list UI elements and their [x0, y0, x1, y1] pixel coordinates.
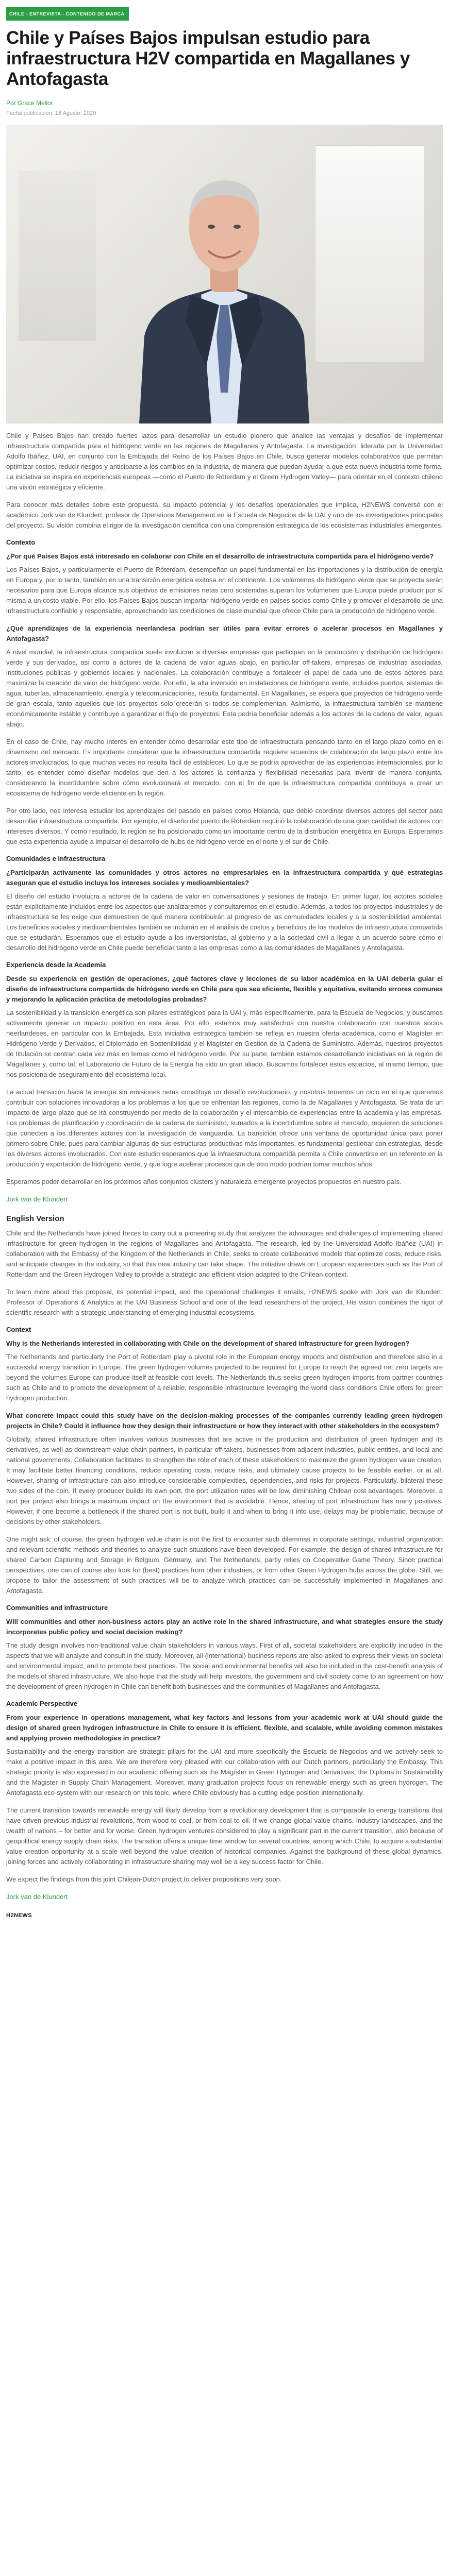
category-tag[interactable]: CHILE - ENTREVISTA - CONTENIDO DE MARCA: [6, 7, 129, 21]
article-photo: [6, 125, 443, 423]
interview-answer: One might ask: of course, the green hydrogen value chain is not the first to encounter such dilemmas in corporate settings, industrial organization and relevant scientific methods and theories to analyze such situations have been developed. For example, the design of shared infrastructure for shared Carbon Capturing and Storage in Belgium, Germany, and The Netherlands, partly relies on Cooperative Game Theory. Since practical perspectives, one can of course also look for (best) practices from other industries, or from other Green Hydrogen hubs across the globe. Still, we propose to tailor the assessment of such practices will be to analyze which practices can be successfully implemented in Magallanes and Antofagasta.: [6, 1535, 443, 1595]
interview-answer: The current transition towards renewable energy will likely develop from a revolutionary development that is comparable to energy transitions that have driven previous industrial revolutions, from wood to coal, or from coal to oil. If we change global value chains, industry landscapes, and the wealth of nations – for better and for worse. Green hydrogen ventures considered to play a significant part in the current transition, also because of geopolitical energy supply chain risks. The transition offers a unique time window for several countries, among which Chile, to acquire a substantial value creation opportunity at a scale well beyond the value creation of historical companies. Against the background of these global dynamics, joining forces and actively collaborating in infrastructure sharing may well be a key success factor for Chile.: [6, 1806, 443, 1866]
paragraph: Para conocer más detalles sobre este propuesta, su impacto potencial y los desafíos operacionales que implica, H2NEWS conversó con el académico Jork van de Klundert, profesor de Operations Management en la Escuela de Negocios de la UAI y uno de los investigadores principales del proyecto. Su visión combina el rigor de la investigación científica con una comprensión estratégica de los ecosistemas industriales emergentes.: [6, 501, 443, 529]
interview-question: Desde su experiencia en gestión de operaciones, ¿qué factores clave y lecciones de su labor académica en la UAI debería guiar el diseño de infraestructura compartida de hidrógeno verde en Chile para que sea eficiente, flexible y equitativa, evitando errores comunes y mejorando la aplicación práctica de metodologías probadas?: [6, 975, 443, 1003]
interview-question: ¿Participarán activamente las comunidades y otros actores no empresariales en la infraestructura compartida y qué estrategias aseguran que el estudio incluya los intereses sociales y medioambientales?: [6, 869, 443, 887]
interview-answer: A nivel mundial, la infraestructura compartida suele involucrar a diversas empresas que participan en la producción y distribución de hidrógeno verde y sus derivados, así como a actores de la cadena de valor aguas abajo, en particular off-takers, empresas de industrias asociadas, instituciones públicas y gobiernos locales y nacionales. La colaboración contribuye a fortalecer el papel de cada uno de estos actores para maximizar la creación de valor del hidrógeno verde. Por ello, la alta inversión en instalaciones de hidrógeno verde, incluidos puertos, sistemas de agua, tuberías, almacenamiento, energía y telecomunicaciones, resulta fundamental. En Magallanes, se espera que proyectos de hidrógeno verde de gran escala, tanto aquellos que los proyectos solo crecerán si todos se complementan. Asimismo, la infraestructura también se mantiene económicamente estable y contribuye a garantizar el flujo de proyectos. Esta podría beneficiar además a los actores de la cadena de valor, aguas abajo.: [6, 648, 443, 728]
paragraph: To learn more about this proposal, its potential impact, and the operational challenges it entails, H2NEWS spoke with Jork van de Klundert, Professor of Operations & Analytics at the UAI Business School and one of the lead researchers of the project. His vision combines the rigor of scientific research with a strategic understanding of emerging industrial ecosystems.: [6, 1288, 443, 1316]
paragraph: Chile and the Netherlands have joined forces to carry out a pioneering study that analyzes the advantages and challenges of implementing shared infrastructure for green hydrogen in the regions of Magallanes and Antofagasta. The research, led by the Universidad Adolfo Ibáñez (UAI) in collaboration with the Embassy of the Kingdom of the Netherlands in Chile, seeks to create collaborative models that optimize costs, reduce risks, and anticipate changes in the industry, so that this new industry can take shape. The initiative draws on European experiences such as the Port of Rotterdam and the Green Hydrogen Valley to provide a strategic and efficient vision adapted to the Chilean context.: [6, 1229, 443, 1278]
site-brand[interactable]: H2NEWS: [6, 1912, 32, 1919]
publish-date: Fecha publicación: 18 Agosto, 2020: [6, 110, 96, 116]
left-eye: [208, 225, 215, 229]
paragraph: Chile y Países Bajos han creado fuertes lazos para desarrollar un estudio pionero que analice las ventajas y desafíos de implementar infraestructura compartida para el hidrógeno verde en las regiones de Magallanes y Antofagasta. La investigación, liderada por la Universidad Adolfo Ibáñez, UAI, en conjunto con la Embajada del Reino de los Países Bajos en Chile, busca generar modelos colaborativos que permitan optimizar costos, reducir riesgos y anticiparse a los cambios en la industria, de manera que puedan ayudar a que esta nueva industria tome forma. La iniciativa se inspira en experiencias europeas —como el Puerto de Róterdam y el Green Hydrogen Valley— para orientar en el contexto chileno una visión estratégica y eficiente.: [6, 432, 443, 491]
interview-answer: La actual transición hacia la energía sin emisiones netas constituye un desafío revolucionario, y nosotros tenemos un ciclo en el que queremos contribuir con soluciones innovadoras a los problemas a los que se enfrentan las regiones, como la de Magallanes y Antofagasta. Se trata de un impacto de largo plazo que se irá construyendo por medio de la colaboración y el intercambio de experiencias entre la academia y las empresas. Los problemas de planificación y coordinación de la cadena de suministro, sumados a la incertidumbre sobre el mercado, requieren de soluciones que conecten a los diferentes actores con la investigación de vanguardia. La transición ofrece una ventana de oportunidad única para poner primero sobre Chile, pues para cambiar algunas de sus estructuras productivas más importantes, es fundamental gestionar con estrategias, desde los diversos actores involucrados. Con este estudio esperamos que la infraestructura compartida permita a Chile convertirse en un referente en la producción y exportación de hidrógeno verde, y que logre acelerar procesos que de otro modo podrían tomar muchos años.: [6, 1088, 443, 1168]
english-version-heading: English Version: [6, 1214, 64, 1223]
interview-answer: Los Países Bajos, y particularmente el Puerto de Róterdam, desempeñan un papel fundamental en las importaciones y la distribución de energía en Europa y, por lo tanto, también en una transición energética exitosa en el continente. Los volúmenes de hidrógeno verde que se proyecta serán necesarios para que Europa alcance sus objetivos de emisiones netas cero sostenidas superan los volúmenes que Europa puede producir por sí misma a un costo viable. Por ello, los Países Bajos buscan importar hidrógeno verde en países socios como Chile y promover el desarrollo de una infraestructura confiable y responsable, aprovechando las condiciones de clase mundial que ofrece Chile para la producción de hidrógeno verde.: [6, 566, 443, 615]
article-body: [6, 431, 443, 1902]
interview-question: ¿Por qué Países Bajos está interesado en colaborar con Chile en el desarrollo de infraestructura compartida para el hidrógeno verde?: [6, 552, 434, 560]
interview-answer: The Netherlands and particularly the Port of Rotterdam play a pivotal role in the European energy imports and distribution and therefore also in a successful energy transition in Europe. The green hydrogen volumes projected to be required for Europe to reach the agreed net zero targets are beyond the volumes Europe can produce itself at feasible cost levels. The Netherlands thus seeks green hydrogen imports from partner countries such as Chile and to promote the development of a reliable, responsible infrastructure leveraging the world class conditions Chile offers for green hydrogen production.: [6, 1353, 443, 1402]
interview-answer: La sostenibilidad y la transición energética son pilares estratégicos para la UAI y, más específicamente, para la Escuela de Negocios, y buscamos activamente generar un impacto positivo en esta área. Por ello, estamos muy satisfechos con nuestra colaboración con nuestros socios neerlandeses, en particular con la Embajada. Esta iniciativa estratégica también se refleja en nuestra oferta académica, como el Magíster en Hidrógeno Verde y Derivados, el Diplomado en Sostenibilidad y el Magíster en Gestión de la Cadena de Suministro. Además, nuestros proyectos de titulación se centran cada vez más en temas como el hidrógeno verde. Por su parte, también estamos desarrollando iniciativas en la región de Magallanes y, como tal, el Laboratorio de Futuro de la Energía ha sido un gran aliado. Buscamos fortalecer estos espacios, al mismo tiempo, que nos posiciona de aseguramiento del ecosistema local.: [6, 1009, 443, 1078]
section-heading: Comunidades e infraestructura: [6, 855, 106, 862]
portrait-figure: [129, 150, 320, 423]
interview-question: From your experience in operations management, what key factors and lessons from your academic work at UAI should guide the design of shared green hydrogen infrastructure in Chile to ensure it is efficient, flexible, and scalable, while avoiding common mistakes and applying proven methodologies in practice?: [6, 1714, 443, 1742]
interview-answer: En el caso de Chile, hay mucho interés en entender cómo desarrollar este tipo de infraestructura pensando tanto en el largo plazo como en el dinamismo del mercado. Es importante considerar que la infraestructura compartida requiere acuerdos de colaboración de largo plazo entre los actores involucrados, lo que muchas veces no resulta fácil de establecer. Lo que se podría aprovechar de las experiencias internacionales, por lo tanto, es entender cómo diseñar modelos que den a los actores la confianza y flexibilidad necesarias para invertir de manera conjunta, considerando la incertidumbre sobre cómo evolucionará el mercado, con el fin de que la infraestructura compartida contribuya a crear un ecosistema de hidrógeno verde eficiente en la región.: [6, 738, 443, 797]
interview-answer: El diseño del estudio involucra a actores de la cadena de valor en conversaciones y sesiones de trabajo. En primer lugar, los actores sociales están explícitamente incluidos entre los aspectos que analizaremos y consultaremos en el estudio. Además, a todos los proyectos industriales y de infraestructura se les exige que demuestren de qué manera contribuirán al progreso de las comunidades locales y a la sostenibilidad ambiental. Los beneficios sociales y medioambientales también se incluirán en el análisis de costos y beneficios de los modelos de infraestructura compartida que se estudiarán. Esperamos que el estudio ayude a los inversionistas, al gobierno y a la sociedad civil a llegar a un acuerdo sobre cómo el desarrollo del hidrógeno verde en Chile puede beneficiar tanto a las empresas como a las comunidades de Magallanes y Antofagasta.: [6, 892, 443, 952]
section-heading: Contexto: [6, 538, 36, 546]
article-title: Chile y Países Bajos impulsan estudio para infraestructura H2V compartida en Magallanes y Antofagasta: [6, 28, 410, 89]
interview-answer: Sustainability and the energy transition are strategic pillars for the UAI and more specifically the Escuela de Negocios and we actively seek to make a positive impact in this area. We are therefore very pleased with our collaboration with our Dutch partners, particularly the Embassy. This strategic priority is also expressed in our academic offering such as the Magíster in Green Hydrogen and Derivatives, the Diploma in Sustainability and the Magister in Supply Chain Management. Moreover, many graduation projects focus on renewable energy such as green hydrogen. The Antofagasta eco-system with our research on this topic, where Chile obviously has a cutting edge position internationally.: [6, 1748, 443, 1797]
right-eye: [234, 225, 241, 229]
section-heading: Context: [6, 1326, 31, 1333]
author-byline[interactable]: Por Grace Mellor: [6, 99, 53, 107]
interview-answer: Esperamos poder desarrollar en los próximos años conjuntos clústers y naturaleza emergente proyectos propuestos en nuestro país.: [6, 1178, 402, 1185]
interview-question: What concrete impact could this study have on the decision-making processes of the companies currently leading green hydrogen projects in Chile? Could it influence how they design their infrastructure or how they interact with other stakeholders in the ecosystem?: [6, 1412, 443, 1430]
interview-answer: The study design involves non-traditional value chain stakeholders in various ways. First of all, societal stakeholders are explicitly included in the aspects that we will analyze and consult in the study. Moreover, all (international) business reports are also asked to express their views on societal and environmental impact, and to promote best practices. The social and environmental benefits will also be included in the cost-benefit analysis of the models of shared infrastructure. We also hope that the study will help investors, the government and civil society come to an agreement on how the development of green hydrogen in Chile can benefit both businesses and the communities of Magallanes and Antofagasta.: [6, 1641, 443, 1690]
interview-answer: Por otro lado, nos interesa estudiar los aprendizajes del pasado en países como Holanda, que debió coordinar diversos actores del sector para desarrollar infraestructura compartida. Por ejemplo, el diseño del puerto de Róterdam requirió la colaboración de una gran cantidad de actores con intereses diversos. Y como resultado, la región se ha posicionado como un importante centro de la distribución energética en Europa. Esperamos que esta experiencia ayude a impulsar el desarrollo de hubs de hidrógeno verde en el norte y el sur de Chile.: [6, 807, 443, 845]
interview-question: Why is the Netherlands interested in collaborating with Chile on the development of shared infrastructure for green hydrogen?: [6, 1340, 410, 1347]
interview-answer: Globally, shared infrastructure often involves various businesses that are active in the production and distribution of green hydrogen and its derivatives, as well as downstream value chain partners, in particular off-takers, businesses from adjacent industries, public entities, and local and national governments. Collaboration facilitates to strengthen the role of each of these stakeholders to maximize the green hydrogen value creation. It may facilitate better financing conditions, reduce operating costs, reduce risks, and ultimately cause projects to be feasible earlier, or at all. However, sharing of infrastructure can also introduce considerable complexities, dependencies, and risks for projects. Particularly, bilateral these two sides of the coin. If every producer builds its own port, the port utilization rates will be low, diminishing Chilean cost advantages. Moreover, a port per project also brings a maximum impact on the environment that is avoidable. Hence, sharing of port infrastructure has many positives. However, if one become a bottleneck if the shared port is not built, build it and when to bring it into use, delays may be problematic, because of decisions by other stakeholders.: [6, 1435, 443, 1526]
section-heading: Experiencia desde la Academia: [6, 961, 106, 969]
section-heading: Communities and infrastructure: [6, 1604, 108, 1612]
author-signature-link[interactable]: Jork van de Klundert: [6, 1893, 68, 1901]
interview-answer: We expect the findings from this joint Chilean-Dutch project to deliver propositions very soon.: [6, 1875, 282, 1883]
author-signature-link[interactable]: Jork van de Klundert: [6, 1195, 68, 1203]
interview-question: ¿Qué aprendizajes de la experiencia neerlandesa podrían ser útiles para evitar errores o acelerar procesos en Magallanes y Antofagasta?: [6, 624, 443, 642]
background-shelf: [19, 171, 96, 341]
background-window: [315, 145, 424, 363]
interview-question: Will communities and other non-business actors play an active role in the shared infrastructure, and what strategies ensure the study incorporates public policy and social decision making?: [6, 1618, 443, 1636]
section-heading: Academic Perspective: [6, 1700, 78, 1707]
